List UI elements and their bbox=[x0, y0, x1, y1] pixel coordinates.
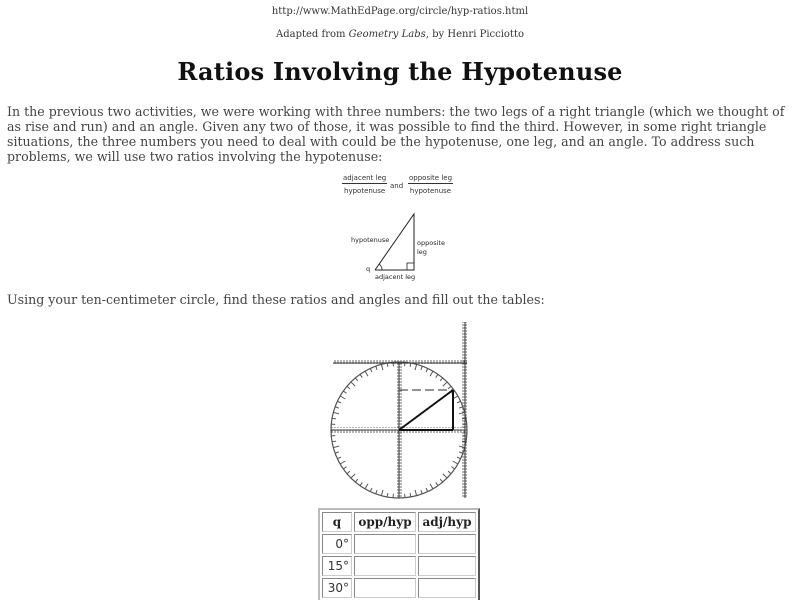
fraction-numerator: opposite leg bbox=[409, 174, 453, 182]
fraction-denominator: hypotenuse bbox=[344, 187, 386, 195]
adj-hyp-cell[interactable] bbox=[418, 578, 476, 598]
adjacent-over-hypotenuse-fraction bbox=[342, 174, 387, 195]
adj-hyp-cell[interactable] bbox=[418, 534, 476, 554]
ratios-table bbox=[318, 508, 480, 600]
opposite-leg-label-line2: leg bbox=[417, 248, 427, 256]
table-row bbox=[322, 578, 476, 598]
page-url: http://www.MathEdPage.org/circle/hyp-ratios.html bbox=[271, 6, 529, 17]
credit-prefix: Adapted from bbox=[276, 29, 349, 40]
page-title: Ratios Involving the Hypotenuse bbox=[177, 57, 623, 86]
instruction-text: Using your ten-centimeter circle, find these ratios and angles and fill out the tables: bbox=[7, 292, 545, 307]
column-header-adj-hyp: adj/hyp bbox=[418, 512, 476, 532]
table-row bbox=[322, 556, 476, 576]
adjacent-leg-label: adjacent leg bbox=[375, 273, 416, 281]
opp-hyp-cell[interactable] bbox=[354, 534, 416, 554]
angle-cell: 15° bbox=[322, 556, 352, 576]
column-header-opp-hyp: opp/hyp bbox=[354, 512, 416, 532]
opposite-leg-label: opposite bbox=[417, 239, 445, 247]
table-row bbox=[322, 534, 476, 554]
ten-centimeter-circle-diagram bbox=[325, 318, 475, 503]
intro-paragraph: In the previous two activities, we were working with three numbers: the two legs of a right triangle (which we thought of as rise and run) and an angle. Given any two of those, it was possible to find the third. However, in some right triangle situations, the three numbers you need to deal with could be the hypotenuse, one leg, and an angle. To address such problems, we will use two ratios involving the hypotenuse: bbox=[7, 104, 785, 164]
table-header-row bbox=[322, 512, 476, 532]
right-triangle-diagram bbox=[340, 208, 470, 288]
credit-line bbox=[0, 29, 800, 40]
angle-cell: 30° bbox=[322, 578, 352, 598]
opposite-over-hypotenuse-fraction bbox=[408, 174, 453, 195]
fraction-numerator: adjacent leg bbox=[343, 174, 387, 182]
fraction-connector: and bbox=[390, 182, 404, 190]
column-header-angle: q bbox=[322, 512, 352, 532]
angle-cell: 0° bbox=[322, 534, 352, 554]
fraction-denominator: hypotenuse bbox=[409, 187, 452, 195]
opp-hyp-cell[interactable] bbox=[354, 556, 416, 576]
credit-book-title: Geometry Labs bbox=[348, 29, 426, 40]
credit-suffix: , by Henri Picciotto bbox=[425, 29, 524, 40]
angle-q-label: q bbox=[366, 265, 371, 273]
opp-hyp-cell[interactable] bbox=[354, 578, 416, 598]
unit-circle-icon bbox=[325, 318, 475, 503]
adj-hyp-cell[interactable] bbox=[418, 556, 476, 576]
ratios-figure bbox=[338, 174, 463, 204]
hypotenuse-label: hypotenuse bbox=[351, 236, 390, 244]
